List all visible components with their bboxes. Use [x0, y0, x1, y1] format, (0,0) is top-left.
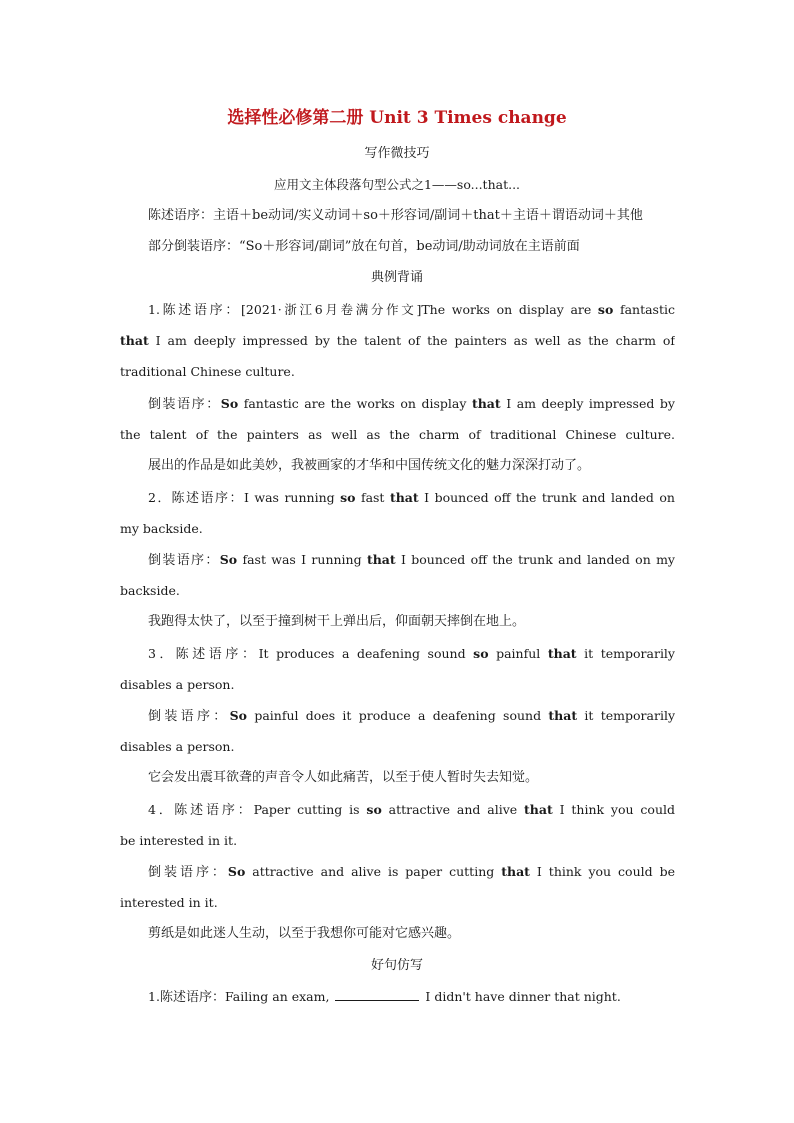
example-3-declarative-end: disables a person.	[120, 677, 235, 692]
formula-inverted: 部分倒装语序：“So＋形容词/副词”放在句首，be动词/助动词放在主语前面	[148, 239, 580, 254]
example-1-declarative-cont: that I am deeply impressed by the talent of the painters as well as the charm of	[120, 333, 675, 348]
keyword-so: so	[597, 302, 614, 317]
section-heading-imitation: 好句仿写	[370, 958, 423, 973]
fill-in-blank[interactable]	[335, 989, 419, 1001]
keyword-that: that	[366, 552, 396, 567]
example-1-declarative: 1.陈述语序：[2021·浙江6月卷满分作文]The works on display are so fantastic	[148, 302, 675, 318]
example-4-declarative: 4．陈述语序：Paper cutting is so attractive and alive that I think you could	[148, 802, 675, 818]
keyword-so: So	[219, 552, 238, 567]
example-4-declarative-end: be interested in it.	[120, 833, 238, 848]
keyword-that: that	[471, 396, 501, 411]
example-1-declarative-end: traditional Chinese culture.	[120, 364, 295, 379]
example-1-inverted-cont: the talent of the painters as well as the charm of traditional Chinese culture.	[120, 427, 675, 442]
example-4-inverted: 倒装语序：So attractive and alive is paper cutting that I think you could be	[148, 864, 675, 880]
example-1-translation: 展出的作品是如此美妙，我被画家的才华和中国传统文化的魅力深深打动了。	[148, 458, 591, 473]
page-title: 选择性必修第二册 Unit 3 Times change	[227, 108, 567, 128]
example-2-translation: 我跑得太快了，以至于撞到树干上弹出后，仰面朝天摔倒在地上。	[148, 614, 526, 629]
keyword-so: So	[220, 396, 239, 411]
section-heading-writing-tips: 写作微技巧	[364, 146, 430, 161]
example-3-inverted-end: disables a person.	[120, 739, 235, 754]
keyword-that: that	[524, 802, 553, 817]
subtitle-formula: 应用文主体段落句型公式之1——so...that...	[273, 177, 521, 192]
example-2-declarative: 2．陈述语序：I was running so fast that I bounced off the trunk and landed on	[148, 490, 675, 506]
keyword-that: that	[389, 490, 419, 505]
formula-declarative: 陈述语序：主语＋be动词/实义动词＋so＋形容词/副词＋that＋主语＋谓语动词＋其他	[148, 208, 643, 223]
keyword-that: that	[120, 333, 149, 348]
example-3-inverted: 倒装语序：So painful does it produce a deafening sound that it temporarily	[148, 708, 675, 724]
keyword-that: that	[548, 708, 578, 723]
keyword-so: so	[473, 646, 489, 661]
example-4-translation: 剪纸是如此迷人生动，以至于我想你可能对它感兴趣。	[148, 926, 461, 941]
example-2-inverted-end: backside.	[120, 583, 180, 598]
keyword-that: that	[501, 864, 530, 879]
keyword-that: that	[547, 646, 577, 661]
example-4-inverted-end: interested in it.	[120, 895, 218, 910]
keyword-so: so	[340, 490, 356, 505]
example-1-inverted: 倒装语序：So fantastic are the works on display that I am deeply impressed by	[148, 396, 675, 412]
keyword-so: So	[229, 708, 248, 723]
section-heading-examples: 典例背诵	[370, 270, 423, 285]
example-3-translation: 它会发出震耳欲聋的声音令人如此痛苦，以至于使人暂时失去知觉。	[148, 770, 539, 785]
example-3-declarative: 3．陈述语序：It produces a deafening sound so painful that it temporarily	[148, 646, 675, 662]
example-2-inverted: 倒装语序：So fast was I running that I bounced off the trunk and landed on my	[148, 552, 675, 568]
keyword-so: So	[227, 864, 246, 879]
keyword-so: so	[366, 802, 382, 817]
imitation-1: 1.陈述语序：Failing an exam, I didn't have dinner that night.	[148, 989, 621, 1005]
example-2-declarative-end: my backside.	[120, 521, 203, 536]
